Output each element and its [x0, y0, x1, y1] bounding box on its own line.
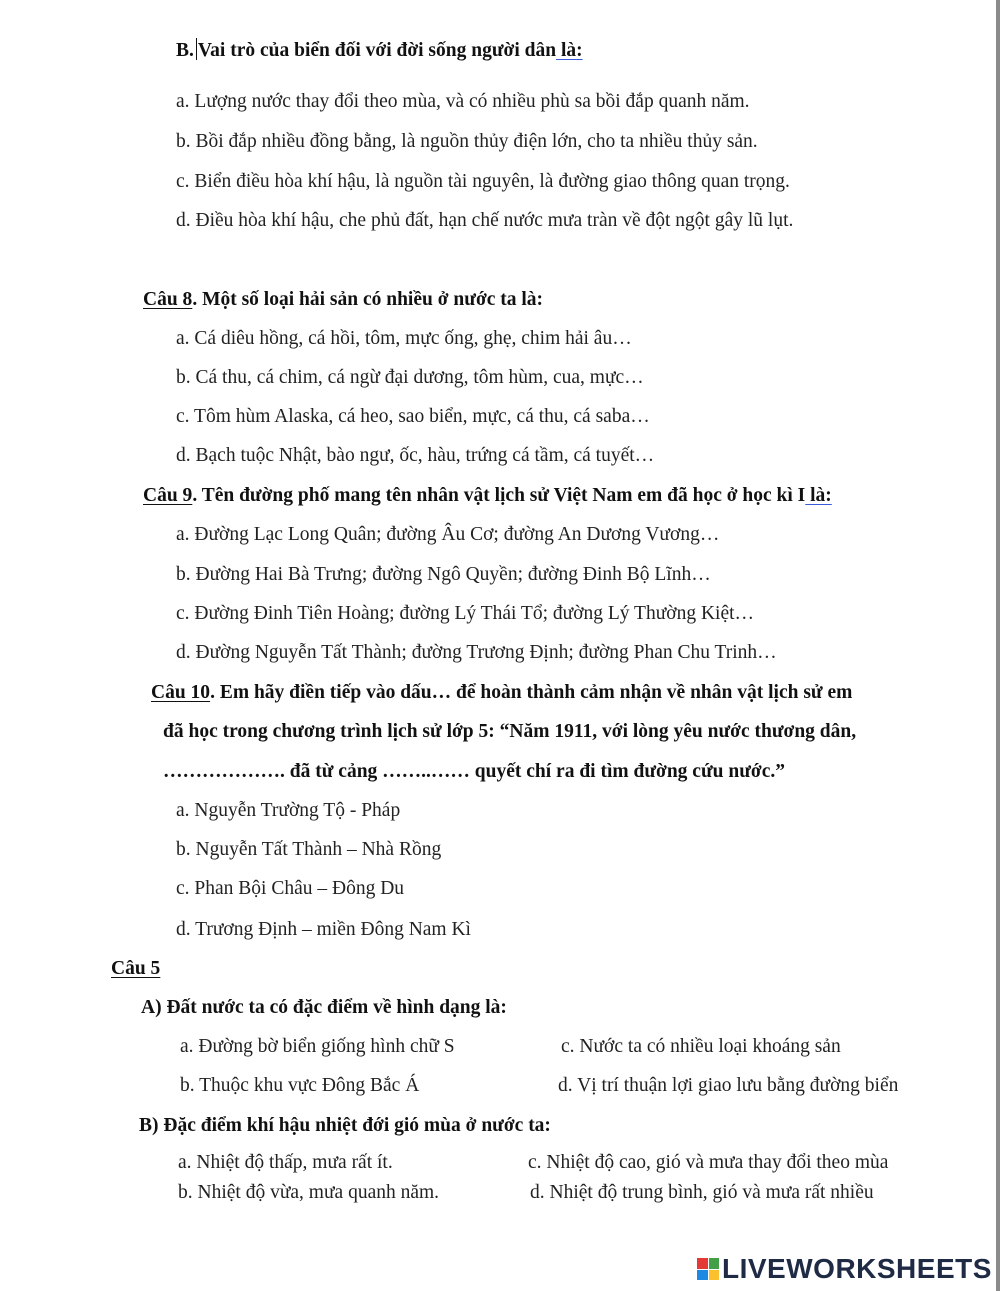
cau8-option-a[interactable]: a. Cá diêu hồng, cá hồi, tôm, mực ống, ghẹ, chim hải âu…: [176, 328, 632, 349]
cau9-option-c[interactable]: c. Đường Đinh Tiên Hoàng; đường Lý Thái Tổ; đường Lý Thường Kiệt…: [176, 603, 755, 624]
cau8-option-c[interactable]: c. Tôm hùm Alaska, cá heo, sao biển, mực, cá thu, cá saba…: [176, 406, 650, 427]
cau5-label: Câu 5: [111, 958, 161, 979]
cau9-title-tail: là:: [805, 485, 832, 506]
page-edge: [996, 0, 1000, 1291]
cau5-b-option-c[interactable]: c. Nhiệt độ cao, gió và mưa thay đổi theo mùa: [528, 1152, 889, 1173]
liveworksheets-logo-icon: [697, 1258, 719, 1280]
cau5-b-option-a[interactable]: a. Nhiệt độ thấp, mưa rất ít.: [178, 1152, 393, 1173]
cau10-heading-line-1: [151, 681, 852, 705]
cau9-option-a[interactable]: a. Đường Lạc Long Quân; đường Âu Cơ; đường An Dương Vương…: [176, 524, 720, 545]
section-b-heading: [176, 38, 583, 63]
cau5-part-b-title: B) Đặc điểm khí hậu nhiệt đới gió mùa ở nước ta:: [139, 1115, 551, 1136]
cau10-label: Câu 10: [151, 682, 211, 703]
cau5-a-option-d[interactable]: d. Vị trí thuận lợi giao lưu bằng đường biển: [558, 1075, 899, 1096]
cau9-option-b[interactable]: b. Đường Hai Bà Trưng; đường Ngô Quyền; đường Đinh Bộ Lĩnh…: [176, 564, 711, 585]
cau9-option-d[interactable]: d. Đường Nguyễn Tất Thành; đường Trương Định; đường Phan Chu Trinh…: [176, 642, 777, 663]
section-b-label: B.: [176, 40, 194, 61]
section-b-title: Vai trò của biển đối với đời sống người dân: [197, 40, 557, 61]
cau10-option-b[interactable]: b. Nguyễn Tất Thành – Nhà Rồng: [176, 839, 442, 860]
cau5-part-a-title: A) Đất nước ta có đặc điểm về hình dạng là:: [141, 997, 507, 1018]
cau8-label: Câu 8: [143, 289, 193, 310]
cau10-option-a[interactable]: a. Nguyễn Trường Tộ - Pháp: [176, 800, 401, 821]
cau8-heading: [143, 288, 543, 312]
cau10-heading-line-3: ………………. đã từ cảng ……..…… quyết chí ra đi tìm đường cứu nước.”: [163, 761, 786, 782]
cau5-a-option-a[interactable]: a. Đường bờ biển giống hình chữ S: [180, 1036, 455, 1057]
cau9-label: Câu 9: [143, 485, 193, 506]
cau10-title-1: . Em hãy điền tiếp vào dấu… để hoàn thành cảm nhận về nhân vật lịch sử em: [210, 682, 853, 703]
section-b-option-b[interactable]: b. Bồi đắp nhiều đồng bằng, là nguồn thủy điện lớn, cho ta nhiều thủy sản.: [176, 131, 758, 152]
cau9-heading: [143, 484, 832, 508]
section-b-option-a[interactable]: a. Lượng nước thay đổi theo mùa, và có nhiều phù sa bồi đắp quanh năm.: [176, 91, 750, 112]
cau5-a-option-b[interactable]: b. Thuộc khu vực Đông Bắc Á: [180, 1075, 420, 1096]
section-b-option-d[interactable]: d. Điều hòa khí hậu, che phủ đất, hạn chế nước mưa tràn về đột ngột gây lũ lụt.: [176, 210, 794, 231]
cau10-heading-line-2: đã học trong chương trình lịch sử lớp 5: “Năm 1911, với lòng yêu nước thương dân,: [163, 721, 857, 742]
cau10-option-c[interactable]: c. Phan Bội Châu – Đông Du: [176, 878, 405, 899]
liveworksheets-logo[interactable]: [697, 1254, 992, 1284]
cau5-b-option-b[interactable]: b. Nhiệt độ vừa, mưa quanh năm.: [178, 1182, 440, 1203]
section-b-title-tail: là:: [556, 40, 583, 61]
cau8-option-b[interactable]: b. Cá thu, cá chim, cá ngừ đại dương, tôm hùm, cua, mực…: [176, 367, 644, 388]
cau5-b-option-d[interactable]: d. Nhiệt độ trung bình, gió và mưa rất nhiều: [530, 1182, 874, 1203]
text-cursor: [196, 38, 197, 60]
cau8-title: . Một số loại hải sản có nhiều ở nước ta là:: [192, 289, 544, 310]
cau5-a-option-c[interactable]: c. Nước ta có nhiều loại khoáng sản: [561, 1036, 841, 1057]
cau10-option-d[interactable]: d. Trương Định – miền Đông Nam Kì: [176, 919, 471, 940]
section-b-option-c[interactable]: c. Biển điều hòa khí hậu, là nguồn tài nguyên, là đường giao thông quan trọng.: [176, 171, 790, 192]
cau8-option-d[interactable]: d. Bạch tuộc Nhật, bào ngư, ốc, hàu, trứng cá tầm, cá tuyết…: [176, 445, 655, 466]
cau9-title: . Tên đường phố mang tên nhân vật lịch sử Việt Nam em đã học ở học kì I: [192, 485, 806, 506]
brand-name: LIVEWORKSHEETS: [722, 1253, 992, 1284]
